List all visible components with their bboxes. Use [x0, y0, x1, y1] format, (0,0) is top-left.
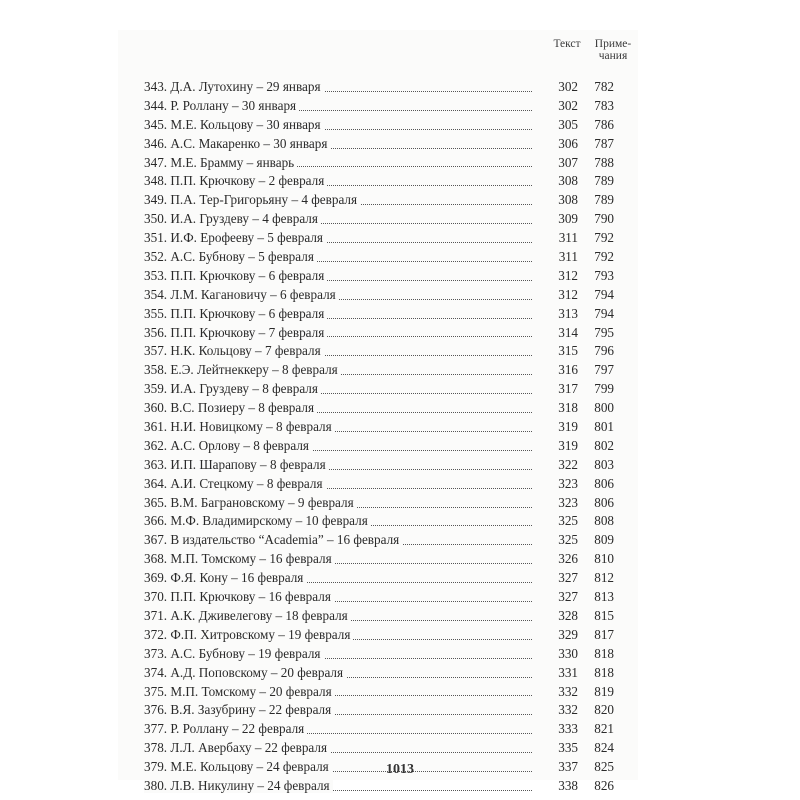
- toc-entry-title: [144, 720, 532, 739]
- notes-page-number: 800: [594, 400, 614, 416]
- toc-entry-label: 378. Л.Л. Авербаху – 22 февраля: [144, 740, 330, 755]
- notes-page-number: 799: [594, 381, 614, 397]
- notes-page-number: 796: [594, 343, 614, 359]
- text-page-number: 302: [558, 79, 578, 94]
- toc-entry: [144, 418, 614, 437]
- toc-entry-title: [144, 191, 532, 210]
- toc-entry-title: [144, 645, 532, 664]
- text-page-number: 328: [558, 607, 578, 623]
- toc-entry-label: 380. Л.В. Никулину – 24 февраля: [144, 778, 333, 793]
- text-page-number: 319: [558, 437, 578, 453]
- toc-entry-label: 348. П.П. Крючкову – 2 февраля: [144, 173, 327, 188]
- toc-entry-title: [144, 154, 532, 173]
- toc-entry-title: [144, 172, 532, 191]
- notes-page-number: 818: [594, 645, 614, 661]
- toc-entry: [144, 531, 614, 550]
- toc-entry: [144, 267, 614, 286]
- text-page-number: 331: [558, 664, 578, 680]
- toc-entry-label: 376. В.Я. Зазубрину – 22 февраля: [144, 702, 334, 717]
- toc-entry-title: [144, 305, 532, 324]
- column-header-notes: Приме- чания: [594, 38, 632, 62]
- notes-page-number: 808: [594, 513, 614, 529]
- notes-page-number: 806: [594, 494, 614, 510]
- toc-entry-label: 379. М.Е. Кольцову – 24 февраля: [144, 759, 332, 774]
- text-page-number: 326: [558, 551, 578, 567]
- toc-entry-title: [144, 569, 532, 588]
- toc-entry: [144, 664, 614, 683]
- toc-entry: [144, 512, 614, 531]
- text-page-number: 327: [558, 589, 578, 605]
- toc-entry-title: [144, 286, 532, 305]
- notes-page-number: 795: [594, 324, 614, 340]
- toc-entry: [144, 701, 614, 720]
- toc-entry-label: 354. Л.М. Кагановичу – 6 февраля: [144, 287, 339, 302]
- notes-page-number: 794: [594, 305, 614, 321]
- toc-entry-title: [144, 437, 532, 456]
- toc-entry: [144, 248, 614, 267]
- toc-entry: [144, 172, 614, 191]
- toc-entry: [144, 342, 614, 361]
- text-page-number: 306: [558, 135, 578, 151]
- notes-page-number: 786: [594, 116, 614, 132]
- text-page-number: 302: [558, 97, 578, 113]
- notes-page-number: 826: [594, 777, 614, 793]
- toc-entry-label: 344. Р. Роллану – 30 января: [144, 98, 299, 113]
- toc-entry-label: 360. В.С. Позиеру – 8 февраля: [144, 400, 317, 415]
- text-page-number: 323: [558, 475, 578, 491]
- toc-entry-label: 367. В издательство “Academia” – 16 февраля: [144, 532, 402, 547]
- toc-entry: [144, 456, 614, 475]
- toc-entry-title: [144, 248, 532, 267]
- toc-entry-label: 377. Р. Роллану – 22 февраля: [144, 721, 307, 736]
- toc-entry: [144, 78, 614, 97]
- toc-entry-title: [144, 550, 532, 569]
- notes-page-number: 821: [594, 721, 614, 737]
- text-page-number: 333: [558, 721, 578, 737]
- toc-entry: [144, 324, 614, 343]
- text-page-number: 314: [558, 324, 578, 340]
- notes-page-number: 818: [594, 664, 614, 680]
- toc-entry: [144, 494, 614, 513]
- toc-entry: [144, 135, 614, 154]
- toc-entry-title: [144, 324, 532, 343]
- toc-entry-label: 369. Ф.Я. Кону – 16 февраля: [144, 570, 306, 585]
- toc-entry-label: 352. А.С. Бубнову – 5 февраля: [144, 249, 317, 264]
- toc-entry-label: 374. А.Д. Поповскому – 20 февраля: [144, 665, 346, 680]
- text-page-number: 322: [558, 456, 578, 472]
- notes-page-number: 789: [594, 192, 614, 208]
- toc-entry: [144, 645, 614, 664]
- text-page-number: 312: [558, 286, 578, 302]
- toc-entry-title: [144, 683, 532, 702]
- toc-entry: [144, 154, 614, 173]
- toc-entry-title: [144, 229, 532, 248]
- toc-entry-label: 349. П.А. Тер-Григорьяну – 4 февраля: [144, 192, 360, 207]
- toc-entry-label: 363. И.П. Шарапову – 8 февраля: [144, 457, 329, 472]
- toc-entry-label: 353. П.П. Крючкову – 6 февраля: [144, 268, 327, 283]
- toc-entry-title: [144, 607, 532, 626]
- notes-page-number: 801: [594, 419, 614, 435]
- toc-entry: [144, 607, 614, 626]
- toc-entry: [144, 286, 614, 305]
- notes-page-number: 815: [594, 607, 614, 623]
- toc-entry-title: [144, 380, 532, 399]
- text-page-number: 327: [558, 570, 578, 586]
- text-page-number: 325: [558, 532, 578, 548]
- toc-entry-label: 370. П.П. Крючкову – 16 февраля: [144, 589, 334, 604]
- toc-entry: [144, 739, 614, 758]
- text-page-number: 332: [558, 702, 578, 718]
- notes-page-number: 788: [594, 154, 614, 170]
- toc-entry-label: 368. М.П. Томскому – 16 февраля: [144, 551, 335, 566]
- toc-entry: [144, 550, 614, 569]
- toc-entry-title: [144, 361, 532, 380]
- notes-page-number: 809: [594, 532, 614, 548]
- text-page-number: 335: [558, 740, 578, 756]
- toc-entry-label: 362. А.С. Орлову – 8 февраля: [144, 438, 312, 453]
- toc-entry-label: 359. И.А. Груздеву – 8 февраля: [144, 381, 321, 396]
- toc-entry: [144, 475, 614, 494]
- toc-entry-label: 350. И.А. Груздеву – 4 февраля: [144, 211, 321, 226]
- toc-entry-title: [144, 399, 532, 418]
- toc-entry: [144, 361, 614, 380]
- toc-entry: [144, 380, 614, 399]
- notes-page-number: 797: [594, 362, 614, 378]
- text-page-number: 318: [558, 400, 578, 416]
- table-of-contents: [144, 78, 614, 796]
- text-page-number: 338: [558, 777, 578, 793]
- text-page-number: 323: [558, 494, 578, 510]
- text-page-number: 311: [558, 249, 578, 265]
- toc-entry-title: [144, 135, 532, 154]
- text-page-number: 325: [558, 513, 578, 529]
- toc-entry-title: [144, 78, 532, 97]
- toc-entry: [144, 588, 614, 607]
- toc-entry: [144, 305, 614, 324]
- text-page-number: 313: [558, 305, 578, 321]
- notes-page-number: 825: [594, 759, 614, 775]
- page-number: 1013: [386, 762, 414, 777]
- toc-entry-label: 366. М.Ф. Владимирскому – 10 февраля: [144, 513, 371, 528]
- column-header-text: Текст: [553, 38, 581, 50]
- toc-entry-title: [144, 97, 532, 116]
- text-page-number: 309: [558, 211, 578, 227]
- toc-entry-title: [144, 475, 532, 494]
- toc-entry-title: [144, 456, 532, 475]
- notes-page-number: 824: [594, 740, 614, 756]
- toc-entry-label: 355. П.П. Крючкову – 6 февраля: [144, 306, 327, 321]
- toc-entry: [144, 777, 614, 796]
- toc-entry-label: 356. П.П. Крючкову – 7 февраля: [144, 325, 327, 340]
- notes-page-number: 789: [594, 173, 614, 189]
- text-page-number: 305: [558, 116, 578, 132]
- toc-entry-label: 351. И.Ф. Ерофееву – 5 февраля: [144, 230, 326, 245]
- notes-page-number: 792: [594, 230, 614, 246]
- notes-page-number: 810: [594, 551, 614, 567]
- text-page-number: 316: [558, 362, 578, 378]
- notes-page-number: 806: [594, 475, 614, 491]
- toc-entry-title: [144, 777, 532, 796]
- text-page-number: 332: [558, 683, 578, 699]
- notes-page-number: 782: [594, 79, 614, 94]
- toc-entry-label: 373. А.С. Бубнову – 19 февраля: [144, 646, 324, 661]
- toc-entry-title: [144, 739, 532, 758]
- toc-entry-label: 365. В.М. Баграновскому – 9 февраля: [144, 495, 357, 510]
- notes-page-number: 787: [594, 135, 614, 151]
- text-page-number: 317: [558, 381, 578, 397]
- text-page-number: 315: [558, 343, 578, 359]
- toc-entry-title: [144, 116, 532, 135]
- toc-entry-title: [144, 210, 532, 229]
- notes-page-number: 794: [594, 286, 614, 302]
- toc-entry-label: 343. Д.А. Лутохину – 29 января: [144, 79, 324, 94]
- toc-entry-title: [144, 531, 532, 550]
- toc-entry: [144, 116, 614, 135]
- text-page-number: 308: [558, 192, 578, 208]
- text-page-number: 311: [558, 230, 578, 246]
- toc-entry-title: [144, 267, 532, 286]
- toc-entry: [144, 210, 614, 229]
- toc-entry: [144, 191, 614, 210]
- text-page-number: 337: [558, 759, 578, 775]
- toc-entry-title: [144, 494, 532, 513]
- toc-entry-label: 345. М.Е. Кольцову – 30 января: [144, 117, 324, 132]
- notes-page-number: 792: [594, 249, 614, 265]
- toc-entry-title: [144, 418, 532, 437]
- toc-entry: [144, 683, 614, 702]
- toc-entry-title: [144, 588, 532, 607]
- toc-entry-label: 346. А.С. Макаренко – 30 января: [144, 136, 330, 151]
- text-page-number: 312: [558, 267, 578, 283]
- toc-entry-title: [144, 701, 532, 720]
- toc-entry-label: 347. М.Е. Брамму – январь: [144, 155, 297, 170]
- notes-page-number: 803: [594, 456, 614, 472]
- toc-entry: [144, 720, 614, 739]
- notes-page-number: 817: [594, 626, 614, 642]
- notes-page-number: 812: [594, 570, 614, 586]
- toc-entry: [144, 399, 614, 418]
- toc-entry-title: [144, 342, 532, 361]
- notes-page-number: 820: [594, 702, 614, 718]
- toc-entry-label: 364. А.И. Стецкому – 8 февраля: [144, 476, 326, 491]
- toc-entry-label: 372. Ф.П. Хитровскому – 19 февраля: [144, 627, 353, 642]
- toc-entry-title: [144, 626, 532, 645]
- toc-entry: [144, 97, 614, 116]
- toc-entry: [144, 569, 614, 588]
- toc-entry-label: 358. Е.Э. Лейтнеккеру – 8 февраля: [144, 362, 341, 377]
- text-page-number: 308: [558, 173, 578, 189]
- toc-entry-label: 375. М.П. Томскому – 20 февраля: [144, 684, 335, 699]
- text-page-number: 330: [558, 645, 578, 661]
- toc-entry: [144, 626, 614, 645]
- toc-entry-title: [144, 512, 532, 531]
- toc-entry-label: 361. Н.И. Новицкому – 8 февраля: [144, 419, 335, 434]
- notes-page-number: 793: [594, 267, 614, 283]
- toc-entry-title: [144, 664, 532, 683]
- text-page-number: 307: [558, 154, 578, 170]
- toc-entry-label: 357. Н.К. Кольцову – 7 февраля: [144, 343, 324, 358]
- notes-page-number: 802: [594, 437, 614, 453]
- text-page-number: 319: [558, 419, 578, 435]
- toc-entry: [144, 437, 614, 456]
- notes-page-number: 813: [594, 589, 614, 605]
- notes-page-number: 790: [594, 211, 614, 227]
- notes-page-number: 783: [594, 97, 614, 113]
- toc-entry: [144, 229, 614, 248]
- text-page-number: 329: [558, 626, 578, 642]
- notes-page-number: 819: [594, 683, 614, 699]
- toc-entry-label: 371. А.К. Дживелегову – 18 февраля: [144, 608, 351, 623]
